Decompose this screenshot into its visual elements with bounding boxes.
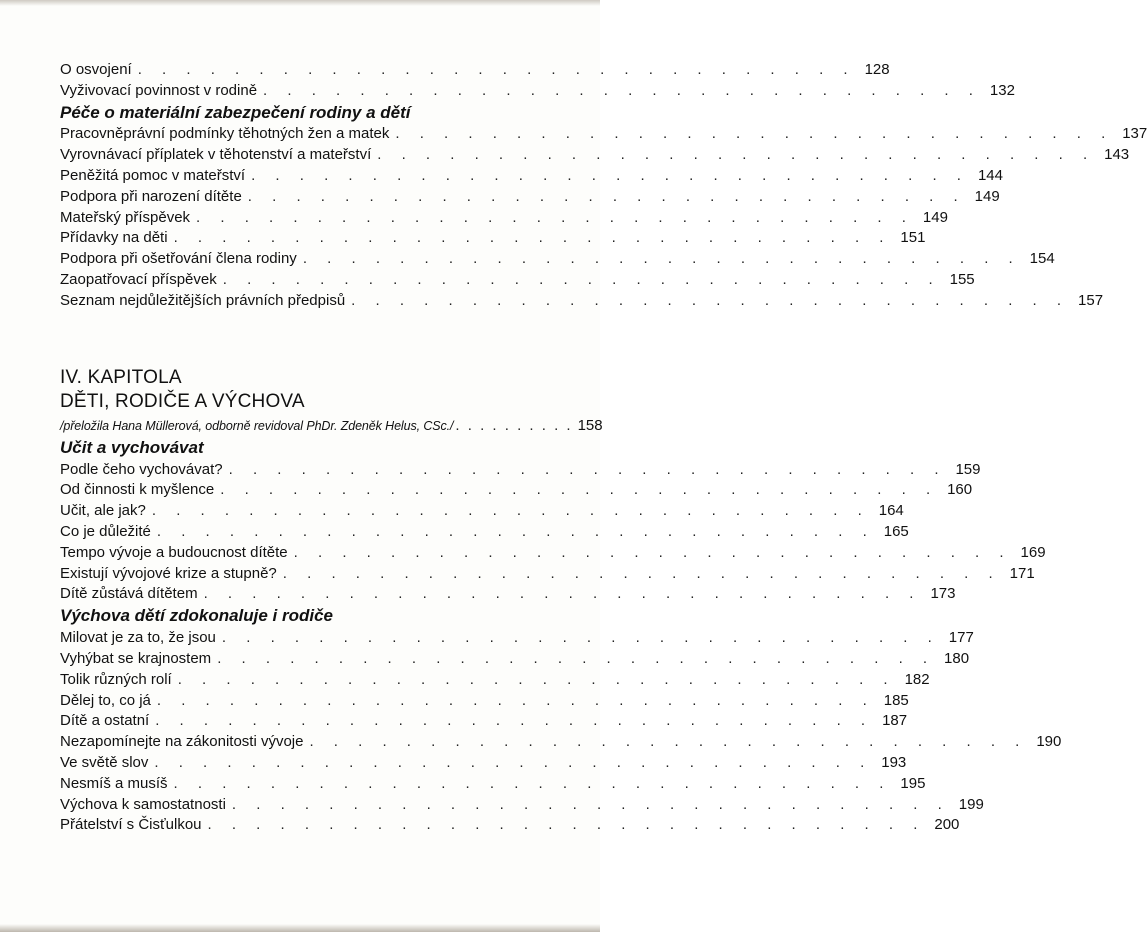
leader-dots: . . . . . . . . . . . . . . . . . . . . . . . . . . . . . . — [173, 774, 892, 792]
toc-entry — [60, 668, 930, 689]
leader-dots: . . . . . . . . . . . . . . . . . . . . . . . . . . . . . . — [293, 543, 1012, 561]
toc-entry-title: Přátelství s Čisťulkou — [60, 816, 202, 834]
leader-dots: . . . . . . . . . . . . . . . . . . . . . . . . . . . . . . — [377, 146, 1096, 164]
toc-entry — [60, 793, 984, 814]
toc-entry-page-number: 151 — [900, 229, 926, 247]
toc-entry-page-number: 149 — [974, 187, 1000, 205]
toc-entry-page-number: 169 — [1020, 543, 1046, 561]
leader-dots: . . . . . . . . . . . . . . . . . . . . . . . . . . . . . . — [220, 481, 939, 499]
section-heading: Péče o materiální zabezpečení rodiny a dětí — [60, 102, 411, 122]
toc-entry-page-number: 149 — [922, 208, 948, 226]
toc-entry-title: Podpora při ošetřování člena rodiny — [60, 250, 297, 268]
toc-entry — [60, 647, 970, 668]
toc-entry-page-number: 165 — [883, 522, 909, 540]
toc-entry — [60, 814, 960, 835]
toc-entry — [60, 520, 909, 541]
leader-dots: . . . . . . . . . . . . . . . . . . . . . . . . . . . . . . — [309, 733, 1028, 751]
toc-entry-page-number: 185 — [883, 691, 909, 709]
translator-page-number: 158 — [577, 416, 603, 434]
toc-entry-title: Od činnosti k myšlence — [60, 481, 215, 499]
leader-dots: . . . . . . . . . . . . . . . . . . . . . . . . . . . . . . — [203, 585, 922, 603]
toc-entry-title: Seznam nejdůležitějších právních předpisů — [60, 291, 346, 309]
toc-entry-page-number: 159 — [955, 460, 981, 478]
toc-entry-title: Učit, ale jak? — [60, 502, 146, 520]
toc-entry-title: Dítě a ostatní — [60, 712, 150, 730]
toc-entry — [60, 710, 908, 731]
toc-entry — [60, 541, 1046, 562]
toc-entry — [60, 479, 973, 500]
chapter-title: DĚTI, RODIČE A VÝCHOVA — [60, 391, 305, 412]
toc-entry-title: Existují vývojové krize a stupně? — [60, 564, 277, 582]
toc-entry-page-number: 154 — [1029, 250, 1055, 268]
leader-dots: . . . . . . . . . . . . . . . . . . . . . . . . . . . . . . — [151, 502, 870, 520]
toc-entry-page-number: 171 — [1009, 564, 1035, 582]
toc-list-b — [60, 123, 1147, 310]
toc-entry — [60, 164, 1003, 185]
toc-entry-page-number: 180 — [944, 649, 970, 667]
toc-entry-page-number: 200 — [934, 816, 960, 834]
leader-dots: . . . . . . . . . . — [455, 416, 573, 434]
toc-entry — [60, 206, 948, 227]
leader-dots: . . . . . . . . . . . . . . . . . . . . . . . . . . . . . . — [196, 208, 914, 226]
toc-entry-page-number: 187 — [882, 712, 908, 730]
leader-dots: . . . . . . . . . . . . . . . . . . . . . . . . . . . . . . — [173, 229, 892, 247]
chapter-block — [60, 366, 1062, 834]
toc-entry-title: Milovat je za to, že jsou — [60, 629, 216, 647]
toc-entry — [60, 583, 956, 604]
translator-row — [60, 414, 603, 435]
toc-entry — [60, 626, 974, 647]
toc-entry-title: Zaopatřovací příspěvek — [60, 270, 217, 288]
toc-entry-page-number: 144 — [977, 166, 1003, 184]
toc-entry-title: Výchova k samostatnosti — [60, 795, 226, 813]
toc-top-part — [60, 58, 1147, 310]
toc-entry-title: Mateřský příspěvek — [60, 208, 191, 226]
toc-entry-page-number: 193 — [881, 753, 907, 771]
toc-entry-page-number: 137 — [1122, 125, 1147, 143]
leader-dots: . . . . . . . . . . . . . . . . . . . . . . . . . . . . . . — [251, 166, 969, 184]
toc-entry — [60, 247, 1055, 268]
toc-entry — [60, 79, 1015, 100]
toc-entry-page-number: 132 — [989, 81, 1015, 99]
leader-dots: . . . . . . . . . . . . . . . . . . . . . . . . . . . . . . — [177, 670, 896, 688]
toc-entry — [60, 751, 907, 772]
toc-entry-title: Nezapomínejte na zákonitosti vývoje — [60, 733, 304, 751]
toc-list-2 — [60, 626, 1062, 834]
toc-entry-page-number: 173 — [930, 585, 956, 603]
leader-dots: . . . . . . . . . . . . . . . . . . . . . . . . . . . . . . — [231, 795, 950, 813]
toc-entry-title: Vyrovnávací příplatek v těhotenství a mateřství — [60, 146, 372, 164]
leader-dots: . . . . . . . . . . . . . . . . . . . . . . . . . . . . . . — [156, 691, 875, 709]
leader-dots: . . . . . . . . . . . . . . . . . . . . . . . . . . . . . . — [221, 629, 940, 647]
toc-entry-title: Pracovněprávní podmínky těhotných žen a matek — [60, 125, 390, 143]
toc-entry-page-number: 195 — [900, 774, 926, 792]
toc-entry-title: Podle čeho vychovávat? — [60, 460, 223, 478]
toc-entry-title: Vyživovací povinnost v rodině — [60, 81, 258, 99]
leader-dots: . . . . . . . . . . . . . . . . . . . . . . . . . . . . . . — [395, 125, 1114, 143]
toc-entry-title: Co je důležité — [60, 522, 151, 540]
toc-entry-title: Dítě zůstává dítětem — [60, 585, 198, 603]
toc-entry-title: Vyhýbat se krajnostem — [60, 649, 212, 667]
toc-entry — [60, 689, 909, 710]
section-heading-2: Výchova dětí zdokonaluje i rodiče — [60, 606, 334, 626]
leader-dots: . . . . . . . . . . . . . . . . . . . . . . . . . . . . . . — [228, 460, 947, 478]
leader-dots: . . . . . . . . . . . . . . . . . . . . . . . . . . . . . . — [155, 712, 874, 730]
toc-entry-page-number: 157 — [1078, 291, 1104, 309]
toc-entry — [60, 458, 981, 479]
toc-entry — [60, 499, 904, 520]
chapter-number: IV. KAPITOLA — [60, 367, 182, 388]
toc-entry-page-number: 143 — [1104, 146, 1130, 164]
leader-dots: . . . . . . . . . . . . . . . . . . . . . . . . . . . . . . — [137, 60, 856, 78]
leader-dots: . . . . . . . . . . . . . . . . . . . . . . . . . . . . . . — [263, 81, 981, 99]
toc-entry — [60, 289, 1104, 310]
toc-entry — [60, 58, 890, 79]
toc-entry — [60, 185, 1000, 206]
toc-entry-title: Podpora při narození dítěte — [60, 187, 242, 205]
toc-entry-title: Přídavky na děti — [60, 229, 168, 247]
leader-dots: . . . . . . . . . . . . . . . . . . . . . . . . . . . . . . — [222, 270, 941, 288]
section-heading-1: Učit a vychovávat — [60, 437, 204, 457]
page-bottom-edge — [0, 924, 600, 932]
toc-entry — [60, 772, 926, 793]
toc-entry-page-number: 199 — [958, 795, 984, 813]
leader-dots: . . . . . . . . . . . . . . . . . . . . . . . . . . . . . . — [207, 816, 926, 834]
toc-entry-title: Nesmíš a musíš — [60, 774, 168, 792]
toc-entry-title: Tolik různých rolí — [60, 670, 172, 688]
page-top-edge — [0, 0, 600, 6]
leader-dots: . . . . . . . . . . . . . . . . . . . . . . . . . . . . . . — [302, 250, 1021, 268]
toc-entry — [60, 562, 1035, 583]
toc-entry — [60, 227, 926, 248]
toc-list-1 — [60, 458, 1046, 604]
toc-entry-page-number: 128 — [864, 60, 890, 78]
toc-entry-page-number: 177 — [948, 629, 974, 647]
toc-entry-title: Dělej to, co já — [60, 691, 151, 709]
toc-entry-title: Peněžitá pomoc v mateřství — [60, 166, 246, 184]
translator-credit: /přeložila Hana Müllerová, odborně revidoval PhDr. Zdeněk Helus, CSc./ — [60, 418, 454, 433]
leader-dots: . . . . . . . . . . . . . . . . . . . . . . . . . . . . . . — [351, 291, 1070, 309]
toc-entry — [60, 268, 975, 289]
toc-entry-page-number: 155 — [949, 270, 975, 288]
toc-entry-page-number: 190 — [1036, 733, 1062, 751]
toc-entry — [60, 143, 1130, 164]
toc-entry — [60, 123, 1147, 144]
toc-entry-page-number: 182 — [904, 670, 930, 688]
toc-entry-title: O osvojení — [60, 60, 132, 78]
toc-entry-page-number: 160 — [947, 481, 973, 499]
leader-dots: . . . . . . . . . . . . . . . . . . . . . . . . . . . . . . — [154, 753, 873, 771]
toc-entry-title: Tempo vývoje a budoucnost dítěte — [60, 543, 288, 561]
toc-list-a — [60, 58, 1015, 100]
toc-entry — [60, 730, 1062, 751]
leader-dots: . . . . . . . . . . . . . . . . . . . . . . . . . . . . . . — [217, 649, 936, 667]
toc-entry-title: Ve světě slov — [60, 753, 149, 771]
leader-dots: . . . . . . . . . . . . . . . . . . . . . . . . . . . . . . — [247, 187, 966, 205]
toc-entry-page-number: 164 — [878, 502, 904, 520]
leader-dots: . . . . . . . . . . . . . . . . . . . . . . . . . . . . . . — [156, 522, 875, 540]
leader-dots: . . . . . . . . . . . . . . . . . . . . . . . . . . . . . . — [282, 564, 1001, 582]
